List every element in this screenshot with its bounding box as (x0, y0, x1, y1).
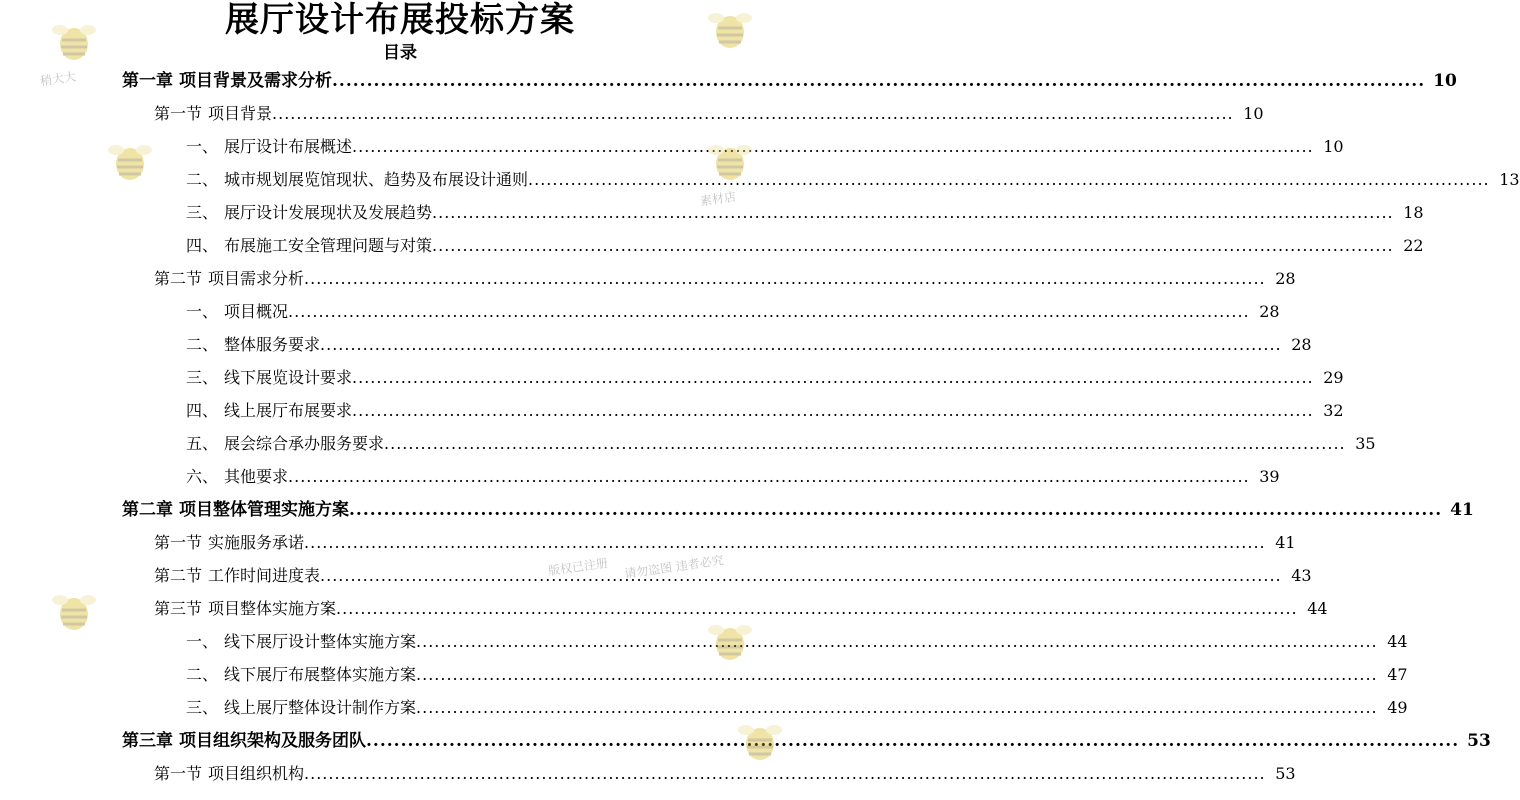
toc-entry-label: 第二章 (122, 500, 173, 520)
toc-dot-leader (332, 66, 1425, 96)
toc-section-entry[interactable] (154, 594, 1328, 624)
toc-entry-title: 项目背景 (208, 104, 273, 123)
toc-entry-label: 四、 (186, 236, 219, 255)
toc-page-number: 44 (1387, 632, 1408, 651)
watermark-bee-logo-icon (730, 720, 790, 790)
toc-entry-title: 城市规划展览馆现状、趋势及布展设计通则 (224, 170, 529, 189)
toc-page-number: 28 (1291, 335, 1312, 354)
toc-entry-title: 展厅设计布展概述 (224, 137, 353, 156)
toc-subsection-entry[interactable] (186, 462, 1280, 492)
toc-page-number: 10 (1323, 137, 1344, 156)
toc-dot-leader (272, 99, 1234, 129)
toc-dot-leader (366, 726, 1459, 756)
toc-entry-title: 项目组织架构及服务团队 (179, 731, 366, 751)
toc-entry-label: 第二节 (154, 269, 203, 288)
toc-page-number: 53 (1275, 764, 1296, 783)
toc-page-number: 22 (1403, 236, 1424, 255)
toc-dot-leader (416, 660, 1378, 690)
toc-entry-title: 线下展厅设计整体实施方案 (224, 632, 417, 651)
toc-dot-leader (336, 594, 1298, 624)
toc-section-entry[interactable] (154, 528, 1296, 558)
toc-dot-leader (304, 264, 1266, 294)
watermark-brand-text: 稍大大 (39, 69, 77, 89)
toc-entry-label: 二、 (186, 335, 219, 354)
toc-entry-title: 实施服务承诺 (208, 533, 305, 552)
toc-entry-title: 其他要求 (224, 467, 289, 486)
toc-section-entry[interactable] (154, 99, 1264, 129)
toc-subsection-entry[interactable] (186, 132, 1344, 162)
toc-dot-leader (288, 462, 1250, 492)
toc-entry-title: 项目概况 (224, 302, 289, 321)
toc-dot-leader (432, 231, 1394, 261)
watermark-bee-logo-icon (100, 140, 160, 210)
toc-dot-leader (416, 627, 1378, 657)
toc-page-number: 53 (1467, 731, 1491, 751)
toc-entry-title: 项目需求分析 (208, 269, 305, 288)
toc-page-number: 44 (1307, 599, 1328, 618)
toc-dot-leader (288, 297, 1250, 327)
watermark-bee-logo-icon (700, 8, 760, 78)
toc-entry-title: 展会综合承办服务要求 (224, 434, 385, 453)
toc-subsection-entry[interactable] (186, 231, 1424, 261)
toc-entry-label: 六、 (186, 467, 219, 486)
toc-entry-label: 第二节 (154, 566, 203, 585)
watermark-warning-text: 请勿盗图 违者必究 (623, 553, 725, 581)
toc-page-number: 28 (1259, 302, 1280, 321)
toc-page-number: 43 (1291, 566, 1312, 585)
toc-entry-label: 第一节 (154, 764, 203, 783)
toc-subsection-entry[interactable] (186, 660, 1408, 690)
toc-entry-title: 项目背景及需求分析 (179, 71, 332, 91)
toc-entry-label: 五、 (186, 434, 219, 453)
toc-subsection-entry[interactable] (186, 396, 1344, 426)
toc-entry-title: 布展施工安全管理问题与对策 (224, 236, 433, 255)
toc-entry-label: 一、 (186, 632, 219, 651)
toc-heading: 目录 (383, 43, 417, 63)
toc-page-number: 29 (1323, 368, 1344, 387)
toc-page-number: 49 (1387, 698, 1408, 717)
toc-page-number: 41 (1275, 533, 1296, 552)
toc-dot-leader (304, 528, 1266, 558)
toc-entry-title: 线上展厅整体设计制作方案 (224, 698, 417, 717)
toc-entry-title: 线上展厅布展要求 (224, 401, 353, 420)
toc-entry-title: 工作时间进度表 (208, 566, 321, 585)
toc-dot-leader (352, 132, 1314, 162)
toc-entry-label: 二、 (186, 170, 219, 189)
toc-entry-label: 四、 (186, 401, 219, 420)
toc-dot-leader (352, 396, 1314, 426)
toc-dot-leader (416, 693, 1378, 723)
toc-page-number: 47 (1387, 665, 1408, 684)
toc-page-number: 10 (1243, 104, 1264, 123)
toc-entry-title: 项目组织机构 (208, 764, 305, 783)
document-title: 展厅设计布展投标方案 (225, 0, 575, 40)
toc-page-number: 39 (1259, 467, 1280, 486)
toc-entry-label: 二、 (186, 665, 219, 684)
toc-entry-label: 第一节 (154, 533, 203, 552)
toc-dot-leader (432, 198, 1394, 228)
toc-subsection-entry[interactable] (186, 330, 1312, 360)
toc-subsection-entry[interactable] (186, 429, 1376, 459)
toc-page-number: 41 (1450, 500, 1474, 520)
toc-section-entry[interactable] (154, 264, 1296, 294)
toc-subsection-entry[interactable] (186, 297, 1280, 327)
toc-page-number: 28 (1275, 269, 1296, 288)
toc-dot-leader (352, 363, 1314, 393)
toc-entry-label: 第一节 (154, 104, 203, 123)
toc-entry-title: 线下展厅布展整体实施方案 (224, 665, 417, 684)
toc-entry-label: 一、 (186, 137, 219, 156)
toc-page-number: 32 (1323, 401, 1344, 420)
toc-page-number: 18 (1403, 203, 1424, 222)
watermark-copyright-text: 版权已注册 (547, 555, 609, 579)
toc-entry-title: 线下展览设计要求 (224, 368, 353, 387)
toc-chapter-entry[interactable] (122, 726, 1491, 756)
toc-subsection-entry[interactable] (186, 363, 1344, 393)
toc-dot-leader (349, 495, 1442, 525)
toc-entry-label: 第一章 (122, 71, 173, 91)
toc-chapter-entry[interactable] (122, 495, 1474, 525)
toc-subsection-entry[interactable] (186, 165, 1520, 195)
toc-subsection-entry[interactable] (186, 627, 1408, 657)
toc-dot-leader (528, 165, 1490, 195)
toc-page-number: 35 (1355, 434, 1376, 453)
watermark-bee-logo-icon (44, 590, 104, 660)
toc-subsection-entry[interactable] (186, 693, 1408, 723)
toc-entry-label: 三、 (186, 368, 219, 387)
toc-entry-title: 展厅设计发展现状及发展趋势 (224, 203, 433, 222)
toc-entry-title: 整体服务要求 (224, 335, 321, 354)
toc-page-number: 13 (1499, 170, 1520, 189)
toc-chapter-entry[interactable] (122, 66, 1457, 96)
toc-entry-title: 项目整体实施方案 (208, 599, 337, 618)
toc-entry-label: 三、 (186, 698, 219, 717)
toc-section-entry[interactable] (154, 759, 1296, 789)
toc-entry-label: 一、 (186, 302, 219, 321)
toc-entry-label: 第三节 (154, 599, 203, 618)
toc-dot-leader (320, 561, 1282, 591)
watermark-bee-logo-icon (700, 620, 760, 690)
toc-entry-label: 三、 (186, 203, 219, 222)
toc-entry-title: 项目整体管理实施方案 (179, 500, 349, 520)
toc-entry-label: 第三章 (122, 731, 173, 751)
toc-dot-leader (320, 330, 1282, 360)
toc-dot-leader (384, 429, 1346, 459)
watermark-brand-text: 素材店 (699, 189, 737, 209)
toc-page-number: 10 (1433, 71, 1457, 91)
